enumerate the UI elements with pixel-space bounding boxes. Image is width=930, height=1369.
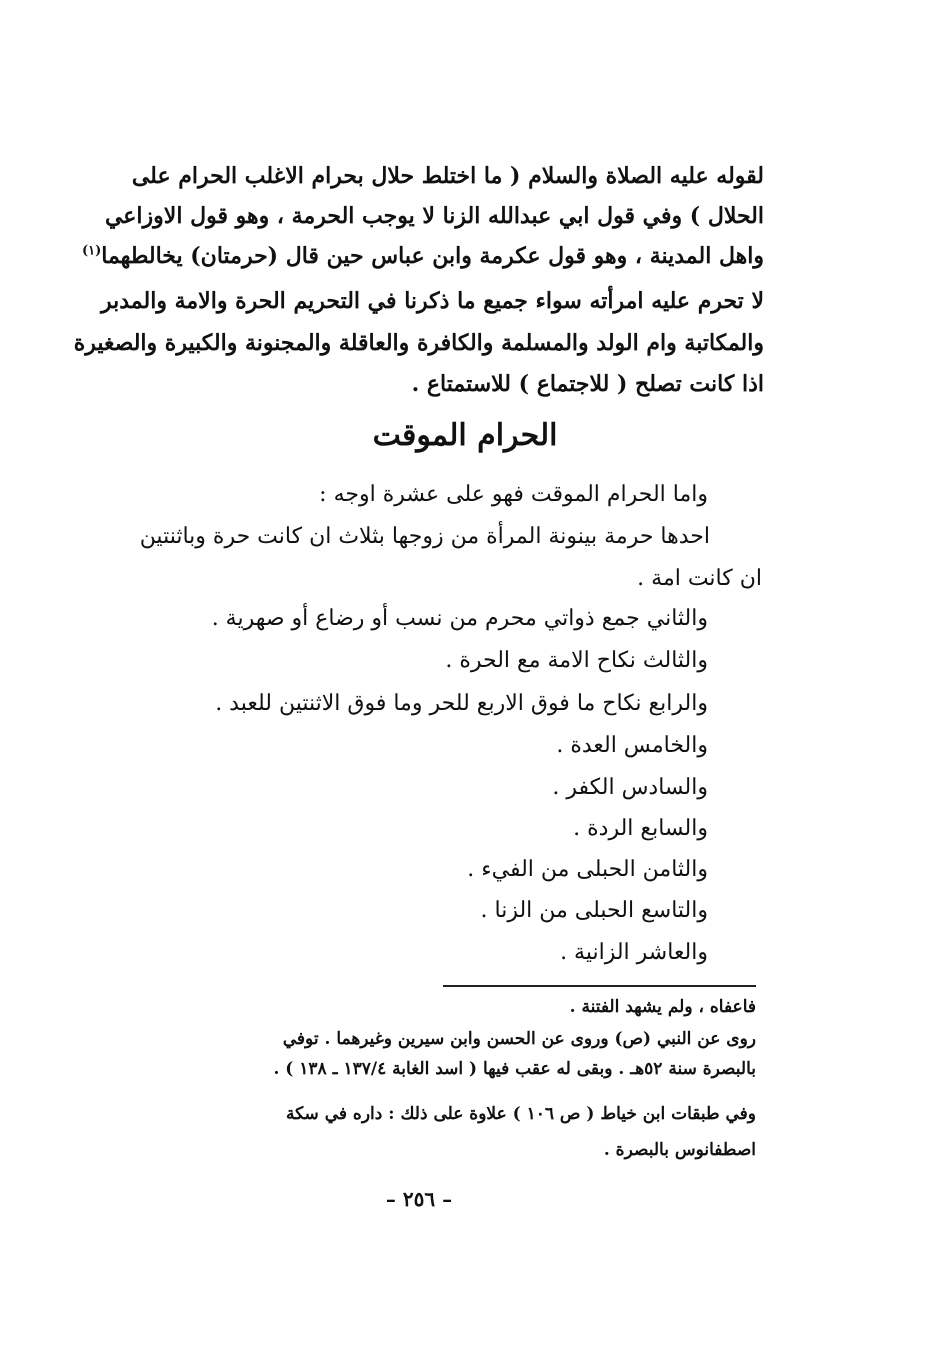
list-item: والسابع الردة . (573, 816, 708, 841)
list-item: والخامس العدة . (556, 733, 708, 758)
paragraph-line (81, 243, 764, 269)
paragraph-line-text: واهل المدينة ، وهو قول عكرمة وابن عباس حين قال (حرمتان) يخالطهما (101, 243, 764, 269)
list-item: والسادس الكفر . (552, 775, 708, 800)
list-item: والعاشر الزانية . (560, 940, 708, 965)
footnote-line: اصطفانوس بالبصرة . (603, 1140, 756, 1160)
list-item: والثامن الحبلى من الفيء . (467, 857, 708, 882)
footnote-line: فاعفاه ، ولم يشهد الفتنة . (569, 997, 756, 1017)
intro-line: واما الحرام الموقت فهو على عشرة اوجه : (319, 482, 708, 507)
paragraph-line: والمكاتبة وام الولد والمسلمة والكافرة والعاقلة والمجنونة والكبيرة والصغيرة (73, 330, 764, 356)
list-item-line: ان كانت امة . (637, 566, 762, 591)
paragraph-line: اذا كانت تصلح ( للاجتماع ) للاستمتاع . (411, 371, 764, 397)
section-heading: الحرام الموقت (372, 418, 558, 453)
paragraph-line: لقوله عليه الصلاة والسلام ( ما اختلط حلال بحرام الاغلب الحرام على (131, 163, 764, 189)
page-number: – ٢٥٦ – (385, 1187, 453, 1211)
footnote-separator (443, 985, 756, 987)
list-item: والتاسع الحبلى من الزنا . (480, 898, 708, 923)
list-item: والرابع نكاح ما فوق الاربع للحر وما فوق الاثنتين للعبد . (215, 691, 708, 716)
list-item: والثالث نكاح الامة مع الحرة . (445, 648, 708, 673)
footnote-marker: (١) (81, 243, 102, 259)
list-item-line: احدها حرمة بينونة المرأة من زوجها بثلاث ان كانت حرة وباثنتين (139, 524, 710, 549)
footnote-line: بالبصرة سنة ٥٢هـ . وبقى له عقب فيها ( اسد الغابة ١٣٧/٤ ـ ١٣٨ ) . (273, 1059, 756, 1079)
paragraph-line: لا تحرم عليه امرأته سواء جميع ما ذكرنا في التحريم الحرة والامة والمدبر (100, 288, 764, 314)
footnote-line: روى عن النبي (ص) وروى عن الحسن وابن سيرين وغيرهما . توفي (282, 1029, 756, 1049)
paragraph-line: الحلال ) وفي قول ابي عبدالله الزنا لا يوجب الحرمة ، وهو قول الاوزاعي (104, 203, 764, 229)
list-item: والثاني جمع ذواتي محرم من نسب أو رضاع أو صهرية . (211, 606, 708, 631)
footnote-line: وفي طبقات ابن خياط ( ص ١٠٦ ) علاوة على ذلك : داره في سكة (286, 1104, 756, 1124)
